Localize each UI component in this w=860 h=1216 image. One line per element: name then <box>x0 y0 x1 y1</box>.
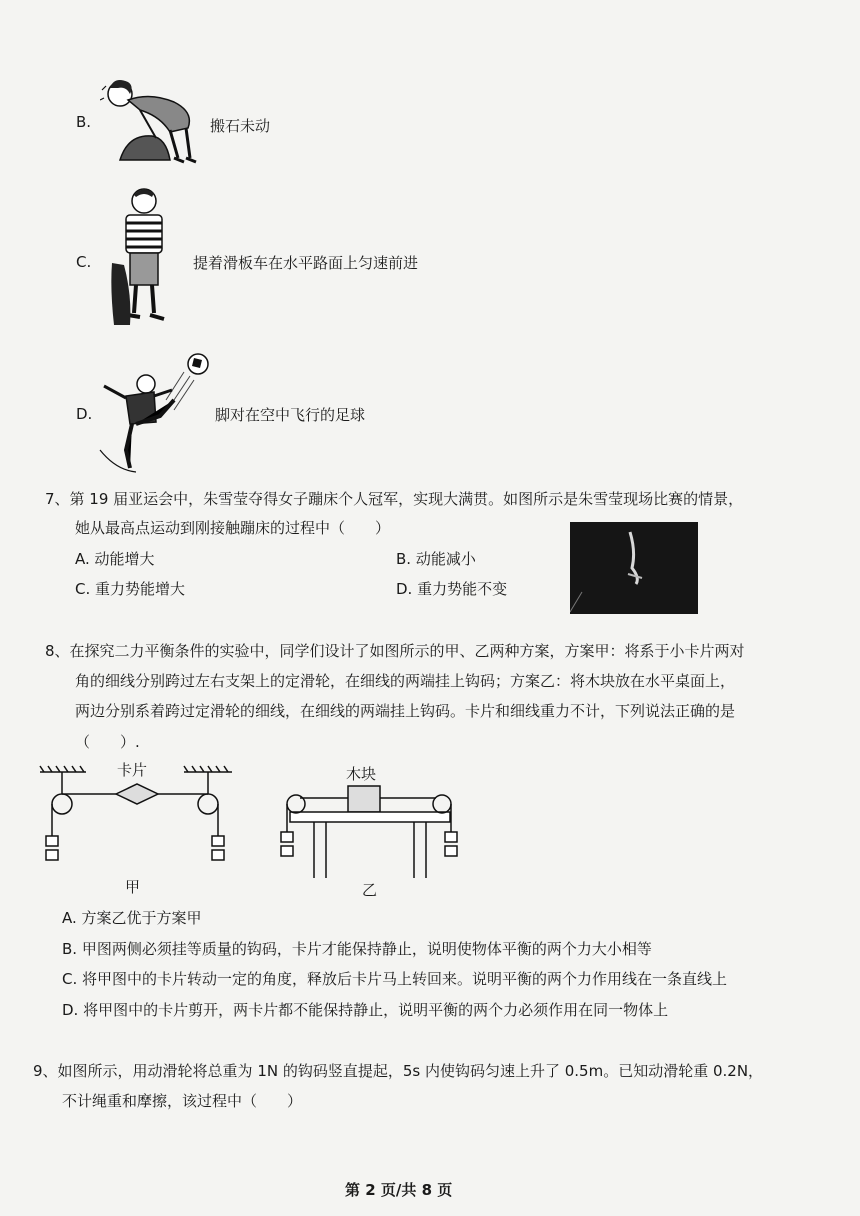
q9-stem-line2: 不计绳重和摩擦，该过程中（ ） <box>62 1092 303 1110</box>
figure-yi-caption: 乙 <box>362 881 378 899</box>
q7-option-b: B. 动能减小 <box>396 550 476 568</box>
q8-option-d: D. 将甲图中的卡片剪开，两卡片都不能保持静止，说明平衡的两个力必须作用在同一物体上 <box>62 1001 669 1019</box>
q7-stem-line1: 7、第 19 届亚运会中，朱雪莹夺得女子蹦床个人冠军，实现大满贯。如图所示是朱雪莹现场比赛的情景， <box>45 490 744 508</box>
player-kicking-ball-illustration <box>96 350 214 478</box>
q8-option-b: B. 甲图两侧必须挂等质量的钩码，卡片才能保持静止，说明使物体平衡的两个力大小相等 <box>62 940 652 958</box>
q6-option-b-caption: 搬石未动 <box>210 117 271 135</box>
figure-yi-block-table-pulleys <box>270 784 472 880</box>
q8-stem-line2: 角的细线分别跨过左右支架上的定滑轮，在细线的两端挂上钩码；方案乙：将木块放在水平桌面上， <box>75 672 736 690</box>
q6-option-b-letter: B. <box>76 113 92 131</box>
figure-yi-block-label: 木块 <box>346 765 377 783</box>
q8-stem-line3: 两边分别系着跨过定滑轮的细线，在细线的两端挂上钩码。卡片和细线重力不计，下列说法正确的是 <box>75 702 736 720</box>
q6-option-d-letter: D. <box>76 405 93 423</box>
q7-stem-line2: 她从最高点运动到刚接触蹦床的过程中（ ） <box>75 519 391 537</box>
q7-option-a: A. 动能增大 <box>75 550 155 568</box>
woman-lifting-stone-illustration <box>100 72 208 168</box>
q6-option-d-caption: 脚对在空中飞行的足球 <box>215 406 366 424</box>
page-number-footer: 第 2 页/共 8 页 <box>345 1181 453 1199</box>
q6-option-c-letter: C. <box>76 253 92 271</box>
q7-option-d: D. 重力势能不变 <box>396 580 508 598</box>
trampoline-athlete-photo <box>570 522 698 614</box>
q9-stem-line1: 9、如图所示，用动滑轮将总重为 1N 的钩码竖直提起，5s 内使钩码匀速上升了 0.5m。已知动滑轮重 0.2N， <box>33 1062 764 1080</box>
q8-option-c: C. 将甲图中的卡片转动一定的角度，释放后卡片马上转回来。说明平衡的两个力作用线在一条直线上 <box>62 970 728 988</box>
q6-option-c-caption: 提着滑板车在水平路面上匀速前进 <box>193 254 419 272</box>
figure-jia-caption: 甲 <box>125 878 141 896</box>
q8-stem-line1: 8、在探究二力平衡条件的实验中，同学们设计了如图所示的甲、乙两种方案，方案甲：将系于小卡片两对 <box>45 642 745 660</box>
q8-option-a: A. 方案乙优于方案甲 <box>62 909 202 927</box>
boy-carrying-scooter-illustration <box>108 185 174 335</box>
figure-jia-card-label: 卡片 <box>117 761 148 779</box>
q8-stem-line4: （ ）. <box>75 733 140 751</box>
q7-option-c: C. 重力势能增大 <box>75 580 186 598</box>
